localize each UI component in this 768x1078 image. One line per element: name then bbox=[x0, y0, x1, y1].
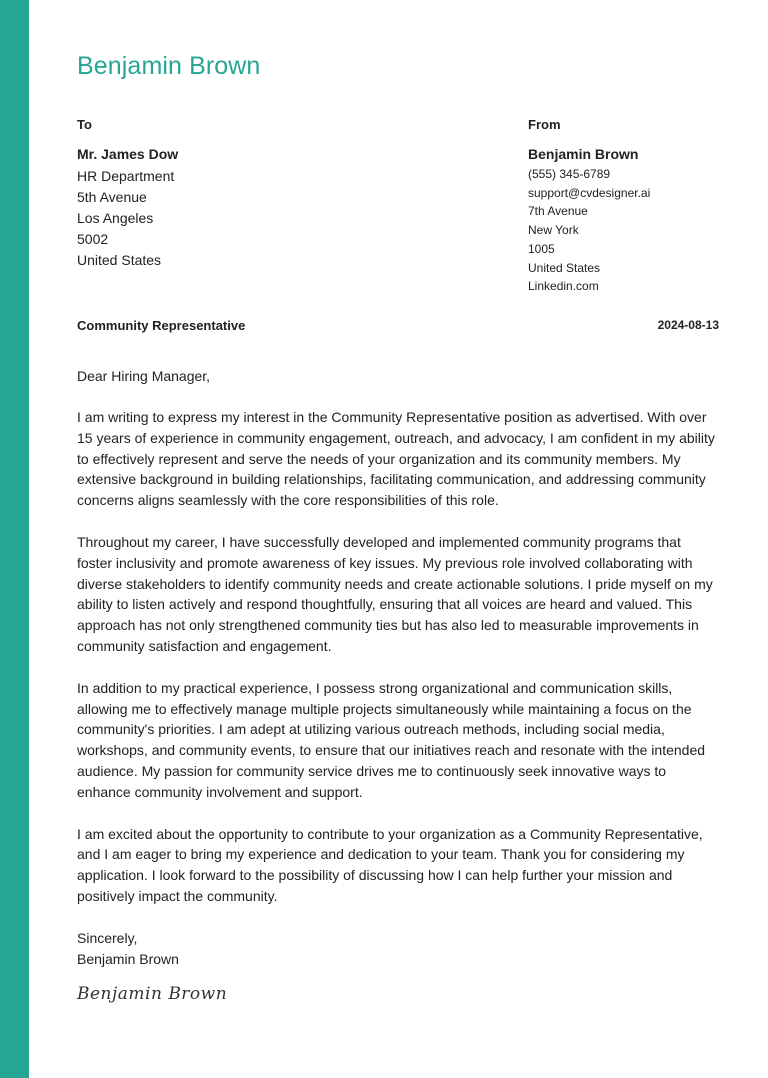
sender-section-title: From bbox=[528, 117, 561, 132]
sender-name: Benjamin Brown bbox=[528, 146, 639, 162]
recipient-country: United States bbox=[77, 252, 162, 268]
recipient-postal-code: 5002 bbox=[77, 231, 109, 247]
letter-body bbox=[77, 407, 719, 928]
closing-name: Benjamin Brown bbox=[77, 951, 179, 967]
applicant-name-heading: Benjamin Brown bbox=[77, 52, 261, 80]
letter-date: 2024-08-13 bbox=[657, 318, 719, 332]
sender-address-block bbox=[528, 145, 728, 296]
sender-city: New York bbox=[528, 223, 579, 238]
recipient-department: HR Department bbox=[77, 168, 175, 184]
letter-closing bbox=[77, 928, 179, 970]
recipient-section-title: To bbox=[77, 117, 92, 132]
recipient-street: 5th Avenue bbox=[77, 189, 147, 205]
cover-letter-page bbox=[77, 0, 719, 1078]
recipient-name: Mr. James Dow bbox=[77, 146, 179, 162]
handwritten-signature: Benjamin Brown bbox=[77, 984, 228, 1004]
letter-subject: Community Representative bbox=[77, 318, 246, 333]
recipient-address-block bbox=[77, 145, 377, 271]
recipient-city: Los Angeles bbox=[77, 210, 154, 226]
body-paragraph-3: In addition to my practical experience, I possess strong organizational and communication skills, allowing me to effectively manage multiple projects simultaneously while maintaining a focus on the community's priorities. I am adept at utilizing various outreach methods, including social media, workshops, and community events, to ensure that our initiatives reach and resonate with the intended audience. My passion for community service drives me to continuously seek innovative ways to enhance community involvement and support. bbox=[77, 679, 706, 800]
sender-phone: (555) 345-6789 bbox=[528, 167, 611, 181]
accent-sidebar bbox=[0, 0, 29, 1078]
sender-email: support@cvdesigner.ai bbox=[528, 185, 651, 200]
letter-greeting: Dear Hiring Manager, bbox=[77, 368, 211, 384]
closing-salutation: Sincerely, bbox=[77, 930, 138, 946]
body-paragraph-1: I am writing to express my interest in the Community Representative position as advertised. With over 15 years of experience in community engagement, outreach, and advocacy, I am confident in my ability to effectively represent and serve the needs of your organization and its community members. My extensive background in building relationships, facilitating communication, and addressing community concerns aligns seamlessly with the core responsibilities of this role. bbox=[77, 409, 715, 509]
sender-postal-code: 1005 bbox=[528, 241, 555, 256]
body-paragraph-4: I am excited about the opportunity to contribute to your organization as a Community Representative, and I am eager to bring my experience and dedication to your team. Thank you for considering my application. I look forward to the possibility of discussing how I can help further your mission and positively impact the community. bbox=[77, 825, 703, 904]
body-paragraph-2: Throughout my career, I have successfully developed and implemented community programs that foster inclusivity and promote awareness of key issues. My previous role involved collaborating with diverse stakeholders to identify community needs and create actionable solutions. I pride myself on my ability to listen actively and respond thoughtfully, ensuring that all voices are heard and valued. This approach has not only strengthened community ties but has also led to measurable improvements in community satisfaction and engagement. bbox=[77, 533, 713, 654]
sender-street: 7th Avenue bbox=[528, 204, 588, 219]
sender-country: United States bbox=[528, 260, 601, 275]
sender-linkedin: Linkedin.com bbox=[528, 279, 599, 294]
